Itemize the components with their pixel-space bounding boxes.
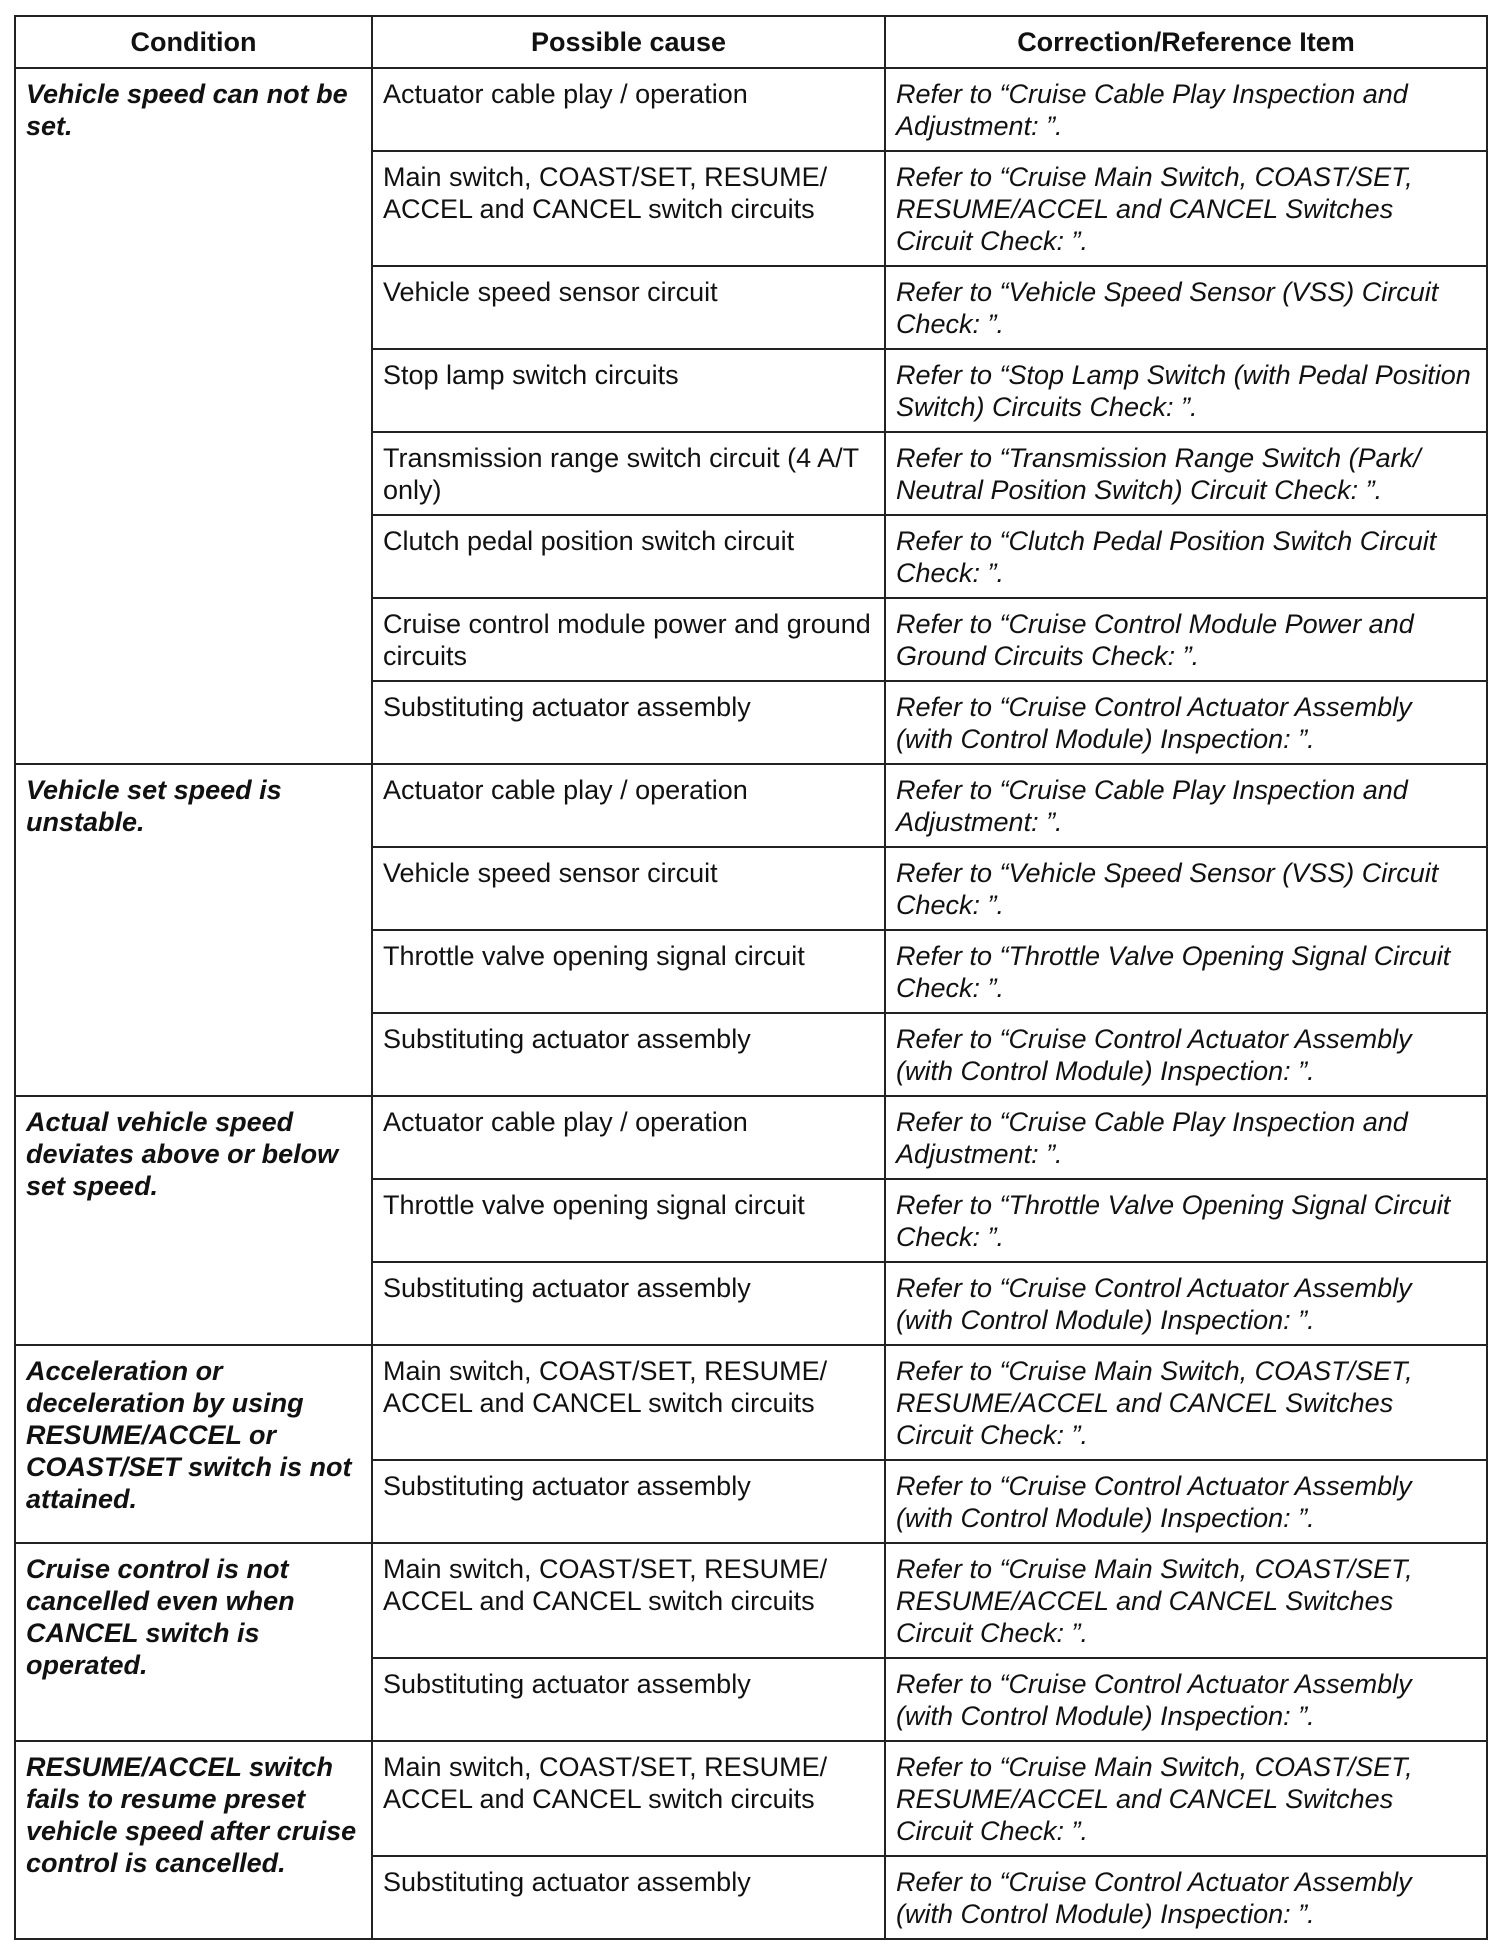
reference-cell: Refer to “Vehicle Speed Sensor (VSS) Circuit Check: ”. — [885, 266, 1487, 349]
header-row — [15, 16, 1487, 68]
condition-cell: Actual vehicle speed deviates above or below set speed. — [15, 1096, 372, 1345]
reference-cell: Refer to “Cruise Control Module Power and Ground Circuits Check: ”. — [885, 598, 1487, 681]
table-row — [15, 1345, 1487, 1460]
table-row — [15, 68, 1487, 151]
reference-cell: Refer to “Transmission Range Switch (Park/ Neutral Position Switch) Circuit Check: ”. — [885, 432, 1487, 515]
possible-cause-cell: Cruise control module power and ground circuits — [372, 598, 885, 681]
reference-cell: Refer to “Cruise Cable Play Inspection and Adjustment: ”. — [885, 764, 1487, 847]
header-condition: Condition — [15, 16, 372, 68]
reference-cell: Refer to “Cruise Main Switch, COAST/SET, RESUME/ACCEL and CANCEL Switches Circuit Check: ”. — [885, 1543, 1487, 1658]
reference-cell: Refer to “Cruise Control Actuator Assembly (with Control Module) Inspection: ”. — [885, 681, 1487, 764]
possible-cause-cell: Vehicle speed sensor circuit — [372, 266, 885, 349]
possible-cause-cell: Throttle valve opening signal circuit — [372, 930, 885, 1013]
reference-cell: Refer to “Cruise Control Actuator Assembly (with Control Module) Inspection: ”. — [885, 1262, 1487, 1345]
table-row — [15, 1543, 1487, 1658]
possible-cause-cell: Actuator cable play / operation — [372, 764, 885, 847]
condition-cell: Acceleration or deceleration by using RESUME/ACCEL or COAST/SET switch is not attained. — [15, 1345, 372, 1543]
table-row — [15, 1741, 1487, 1856]
table-row — [15, 1096, 1487, 1179]
possible-cause-cell: Substituting actuator assembly — [372, 1658, 885, 1741]
reference-cell: Refer to “Stop Lamp Switch (with Pedal Position Switch) Circuits Check: ”. — [885, 349, 1487, 432]
reference-cell: Refer to “Cruise Main Switch, COAST/SET, RESUME/ACCEL and CANCEL Switches Circuit Check: ”. — [885, 151, 1487, 266]
possible-cause-cell: Substituting actuator assembly — [372, 681, 885, 764]
possible-cause-cell: Substituting actuator assembly — [372, 1856, 885, 1939]
possible-cause-cell: Clutch pedal position switch circuit — [372, 515, 885, 598]
reference-cell: Refer to “Cruise Control Actuator Assembly (with Control Module) Inspection: ”. — [885, 1460, 1487, 1543]
condition-cell: Cruise control is not cancelled even when CANCEL switch is operated. — [15, 1543, 372, 1741]
table-row — [15, 764, 1487, 847]
possible-cause-cell: Substituting actuator assembly — [372, 1013, 885, 1096]
condition-cell: Vehicle speed can not be set. — [15, 68, 372, 764]
reference-cell: Refer to “Cruise Control Actuator Assembly (with Control Module) Inspection: ”. — [885, 1013, 1487, 1096]
possible-cause-cell: Main switch, COAST/SET, RESUME/ ACCEL and CANCEL switch circuits — [372, 1741, 885, 1856]
possible-cause-cell: Throttle valve opening signal circuit — [372, 1179, 885, 1262]
reference-cell: Refer to “Throttle Valve Opening Signal Circuit Check: ”. — [885, 930, 1487, 1013]
possible-cause-cell: Main switch, COAST/SET, RESUME/ ACCEL and CANCEL switch circuits — [372, 1345, 885, 1460]
possible-cause-cell: Vehicle speed sensor circuit — [372, 847, 885, 930]
reference-cell: Refer to “Vehicle Speed Sensor (VSS) Circuit Check: ”. — [885, 847, 1487, 930]
possible-cause-cell: Actuator cable play / operation — [372, 1096, 885, 1179]
condition-cell: RESUME/ACCEL switch fails to resume preset vehicle speed after cruise control is cancelled. — [15, 1741, 372, 1939]
reference-cell: Refer to “Cruise Control Actuator Assembly (with Control Module) Inspection: ”. — [885, 1856, 1487, 1939]
troubleshooting-table — [14, 15, 1488, 1940]
reference-cell: Refer to “Cruise Main Switch, COAST/SET, RESUME/ACCEL and CANCEL Switches Circuit Check: ”. — [885, 1345, 1487, 1460]
header-correction-reference: Correction/Reference Item — [885, 16, 1487, 68]
reference-cell: Refer to “Clutch Pedal Position Switch Circuit Check: ”. — [885, 515, 1487, 598]
possible-cause-cell: Substituting actuator assembly — [372, 1262, 885, 1345]
reference-cell: Refer to “Cruise Cable Play Inspection and Adjustment: ”. — [885, 1096, 1487, 1179]
condition-cell: Vehicle set speed is unstable. — [15, 764, 372, 1096]
table-header — [15, 16, 1487, 68]
possible-cause-cell: Transmission range switch circuit (4 A/T only) — [372, 432, 885, 515]
header-possible-cause: Possible cause — [372, 16, 885, 68]
possible-cause-cell: Main switch, COAST/SET, RESUME/ ACCEL and CANCEL switch circuits — [372, 1543, 885, 1658]
reference-cell: Refer to “Cruise Control Actuator Assembly (with Control Module) Inspection: ”. — [885, 1658, 1487, 1741]
possible-cause-cell: Main switch, COAST/SET, RESUME/ ACCEL and CANCEL switch circuits — [372, 151, 885, 266]
possible-cause-cell: Stop lamp switch circuits — [372, 349, 885, 432]
reference-cell: Refer to “Throttle Valve Opening Signal Circuit Check: ”. — [885, 1179, 1487, 1262]
possible-cause-cell: Actuator cable play / operation — [372, 68, 885, 151]
reference-cell: Refer to “Cruise Main Switch, COAST/SET, RESUME/ACCEL and CANCEL Switches Circuit Check: ”. — [885, 1741, 1487, 1856]
table-body — [15, 68, 1487, 1939]
possible-cause-cell: Substituting actuator assembly — [372, 1460, 885, 1543]
reference-cell: Refer to “Cruise Cable Play Inspection and Adjustment: ”. — [885, 68, 1487, 151]
